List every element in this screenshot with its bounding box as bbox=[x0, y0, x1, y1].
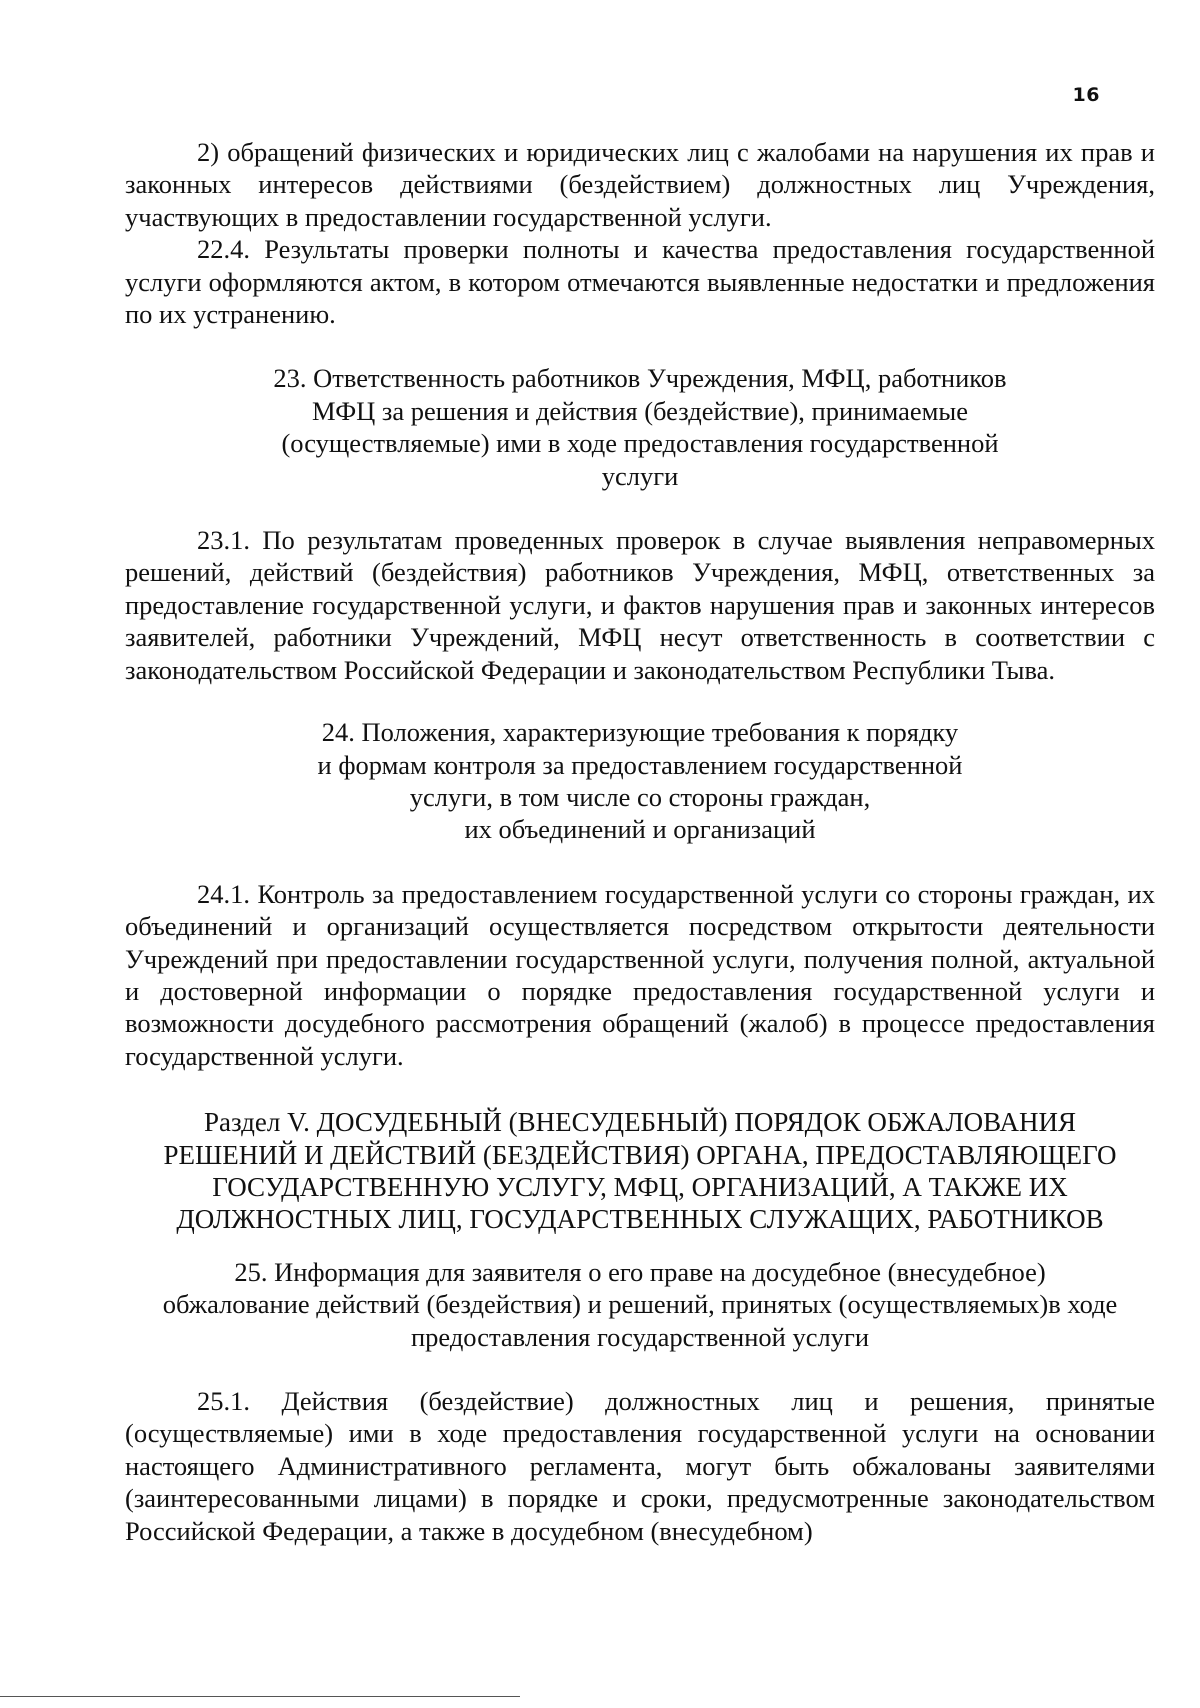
heading-23-line: услуги bbox=[601, 460, 679, 491]
section-v-title bbox=[125, 1106, 1155, 1236]
heading-24-line: и формам контроля за предоставлением государственной bbox=[317, 749, 963, 780]
heading-24-line: услуги, в том числе со стороны граждан, bbox=[409, 781, 871, 812]
heading-24 bbox=[125, 716, 1155, 846]
heading-25 bbox=[125, 1256, 1155, 1353]
heading-23-line: (осуществляемые) ими в ходе предоставления государственной bbox=[281, 428, 999, 459]
paragraph-24-1: 24.1. Контроль за предоставлением государственной услуги со стороны граждан, их объединений и организаций осуществляется посредством открытости деятельности Учреждений при предоставлении государственной услуги, получения полной, актуальной и достоверной информации о порядке предоставления государственной услуги и возможности досудебного рассмотрения обращений (жалоб) в процессе предоставления государственной услуги. bbox=[125, 878, 1155, 1071]
paragraph-23-1: 23.1. По результатам проведенных проверок в случае выявления неправомерных решений, действий (бездействия) работников Учреждения, МФЦ, ответственных за предоставление государственной услуги, и фактов нарушения прав и законных интересов заявителей, работники Учреждений, МФЦ несут ответственность в соответствии с законодательством Российской Федерации и законодательством Республики Тыва. bbox=[125, 525, 1155, 685]
paragraph-2: 2) обращений физических и юридических лиц с жалобами на нарушения их прав и законных интересов действиями (бездействием) должностных лиц Учреждения, участвующих в предоставлении государственной услуги. bbox=[125, 137, 1155, 232]
heading-25-line: обжалование действий (бездействия) и решений, принятых (осуществляемых)в ходе bbox=[162, 1289, 1118, 1320]
paragraph-22-4: 22.4. Результаты проверки полноты и качества предоставления государственной услуги оформляются актом, в котором отмечаются выявленные недостатки и предложения по их устранению. bbox=[125, 234, 1155, 330]
heading-25-line: 25. Информация для заявителя о его праве на досудебное (внесудебное) bbox=[234, 1256, 1046, 1287]
document-body bbox=[125, 136, 1155, 1547]
section-v-line: ДОЛЖНОСТНЫХ ЛИЦ, ГОСУДАРСТВЕННЫХ СЛУЖАЩИХ, РАБОТНИКОВ bbox=[176, 1204, 1104, 1235]
heading-23 bbox=[125, 362, 1155, 492]
section-v-line: Раздел V. ДОСУДЕБНЫЙ (ВНЕСУДЕБНЫЙ) ПОРЯДОК ОБЖАЛОВАНИЯ bbox=[203, 1107, 1076, 1138]
heading-24-line: их объединений и организаций bbox=[464, 814, 816, 845]
section-v-line: ГОСУДАРСТВЕННУЮ УСЛУГУ, МФЦ, ОРГАНИЗАЦИЙ, А ТАКЖЕ ИХ bbox=[212, 1171, 1068, 1202]
scan-edge-line bbox=[0, 1696, 520, 1697]
paragraph-25-1: 25.1. Действия (бездействие) должностных лиц и решения, принятые (осуществляемые) ими в ходе предоставления государственной услуги на основании настоящего Административного регламента, могут быть обжалованы заявителями (заинтересованными лицами) в порядке и сроки, предусмотренные законодательством Российской Федерации, а также в досудебном (внесудебном) bbox=[125, 1386, 1155, 1546]
section-v-line: РЕШЕНИЙ И ДЕЙСТВИЙ (БЕЗДЕЙСТВИЯ) ОРГАНА, ПРЕДОСТАВЛЯЮЩЕГО bbox=[163, 1139, 1117, 1170]
heading-25-line: предоставления государственной услуги bbox=[410, 1321, 870, 1352]
heading-23-line: 23. Ответственность работников Учреждения, МФЦ, работников bbox=[273, 363, 1007, 394]
page-number: 16 bbox=[1072, 84, 1100, 106]
heading-23-line: МФЦ за решения и действия (бездействие), принимаемые bbox=[312, 395, 968, 426]
heading-24-line: 24. Положения, характеризующие требования к порядку bbox=[321, 717, 959, 748]
